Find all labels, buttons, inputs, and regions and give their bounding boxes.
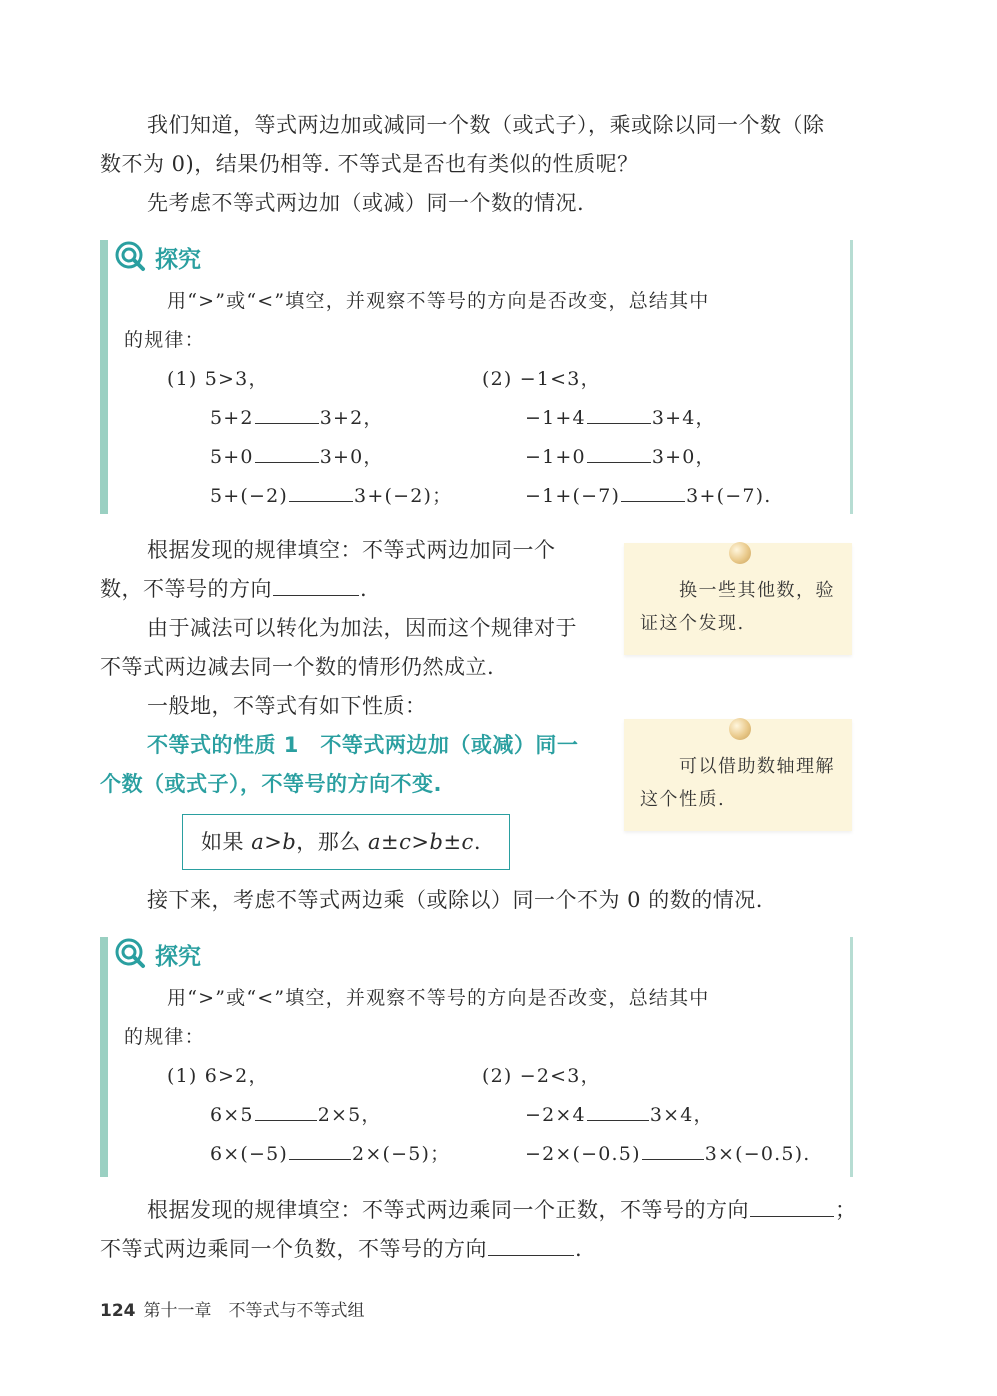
answer-blank[interactable] bbox=[273, 571, 359, 596]
property-1-line-2: 个数（或式子），不等号的方向不变. bbox=[100, 772, 442, 796]
intro-line-2: 数不为 0)，结果仍相等. 不等式是否也有类似的性质呢？ bbox=[100, 152, 639, 176]
explore1-right-row-3: −1+0 3+0， bbox=[525, 438, 716, 477]
answer-blank[interactable] bbox=[642, 1135, 704, 1160]
note2-line-2: 这个性质. bbox=[640, 789, 726, 810]
answer-blank[interactable] bbox=[750, 1192, 834, 1217]
explore1-left-row-3: 5+0 3+0， bbox=[210, 438, 384, 477]
sticky-note-2 bbox=[624, 719, 852, 831]
explore2-right-row-1: (2) −2<3， bbox=[482, 1065, 601, 1087]
answer-blank[interactable] bbox=[289, 477, 353, 502]
explore2-left-row-1: (1) 6>2， bbox=[167, 1065, 269, 1087]
subtraction-line-2: 不等式两边减去同一个数的情形仍然成立. bbox=[100, 655, 495, 679]
explore1-title: 探究 bbox=[155, 247, 201, 273]
explore1-instruction-1: 用“>”或“<”填空，并观察不等号的方向是否改变，总结其中 bbox=[167, 290, 710, 312]
explore2-right-row-3: −2×(−0.5) 3×(−0.5). bbox=[525, 1135, 811, 1174]
subtraction-line-1: 由于减法可以转化为加法，因而这个规律对于 bbox=[147, 616, 577, 640]
explore1-left-row-2: 5+2 3+2， bbox=[210, 399, 384, 438]
chapter-title: 第十一章 不等式与不等式组 bbox=[143, 1301, 365, 1321]
answer-blank[interactable] bbox=[587, 399, 651, 424]
final-line-2: 不等式两边乘同一个负数，不等号的方向 . bbox=[100, 1229, 582, 1269]
explore2-instruction-2: 的规律： bbox=[124, 1026, 205, 1048]
next-paragraph: 接下来，考虑不等式两边乘（或除以）同一个不为 0 的数的情况. bbox=[147, 888, 763, 912]
intro-line-1: 我们知道，等式两边加或减同一个数（或式子），乘或除以同一个数（除 bbox=[147, 113, 825, 137]
explore1-left-bar bbox=[100, 240, 108, 514]
pin-icon bbox=[729, 542, 751, 564]
page-footer bbox=[100, 1296, 365, 1321]
explore-icon bbox=[114, 240, 146, 272]
explore1-right-row-1: (2) −1<3， bbox=[482, 368, 601, 390]
note1-line-2: 证这个发现. bbox=[640, 613, 745, 634]
explore2-right-bar bbox=[850, 937, 853, 1177]
pin-icon bbox=[729, 718, 751, 740]
explore2-left-row-2: 6×5 2×5， bbox=[210, 1096, 382, 1135]
general-statement: 一般地，不等式有如下性质： bbox=[147, 694, 427, 718]
answer-blank[interactable] bbox=[587, 438, 651, 463]
answer-blank[interactable] bbox=[255, 1096, 317, 1121]
final-line-1: 根据发现的规律填空：不等式两边乘同一个正数，不等号的方向 ； bbox=[147, 1190, 857, 1230]
answer-blank[interactable] bbox=[289, 1135, 351, 1160]
explore2-title: 探究 bbox=[155, 944, 201, 970]
explore1-right-row-4: −1+(−7) 3+(−7). bbox=[525, 477, 771, 516]
fill-rule-line-1: 根据发现的规律填空：不等式两边加同一个 bbox=[147, 538, 556, 562]
answer-blank[interactable] bbox=[488, 1231, 574, 1256]
answer-blank[interactable] bbox=[587, 1096, 649, 1121]
explore2-left-row-3: 6×(−5) 2×(−5)； bbox=[210, 1135, 450, 1174]
explore1-right-bar bbox=[850, 240, 853, 514]
answer-blank[interactable] bbox=[255, 399, 319, 424]
explore-icon bbox=[114, 937, 146, 969]
formula-box bbox=[182, 814, 510, 870]
explore1-right-row-2: −1+4 3+4， bbox=[525, 399, 716, 438]
explore2-instruction-1: 用“>”或“<”填空，并观察不等号的方向是否改变，总结其中 bbox=[167, 987, 710, 1009]
formula: 如果 a>b，那么 a±c>b±c. bbox=[201, 830, 481, 854]
note1-line-1: 换一些其他数，验 bbox=[679, 580, 835, 601]
sticky-note-1 bbox=[624, 543, 852, 655]
intro-line-3: 先考虑不等式两边加（或减）同一个数的情况. bbox=[147, 191, 585, 215]
property-1-line-1: 不等式的性质 1 不等式两边加（或减）同一 bbox=[147, 733, 579, 757]
explore1-instruction-2: 的规律： bbox=[124, 329, 205, 351]
explore2-right-row-2: −2×4 3×4， bbox=[525, 1096, 714, 1135]
explore1-left-row-1: (1) 5>3， bbox=[167, 368, 269, 390]
answer-blank[interactable] bbox=[621, 477, 685, 502]
fill-rule-line-2: 数，不等号的方向 . bbox=[100, 569, 367, 609]
explore1-left-row-4: 5+(−2) 3+(−2)； bbox=[210, 477, 452, 516]
note2-line-1: 可以借助数轴理解 bbox=[679, 756, 835, 777]
answer-blank[interactable] bbox=[255, 438, 319, 463]
page-number: 124 bbox=[100, 1301, 136, 1321]
explore2-left-bar bbox=[100, 937, 108, 1177]
